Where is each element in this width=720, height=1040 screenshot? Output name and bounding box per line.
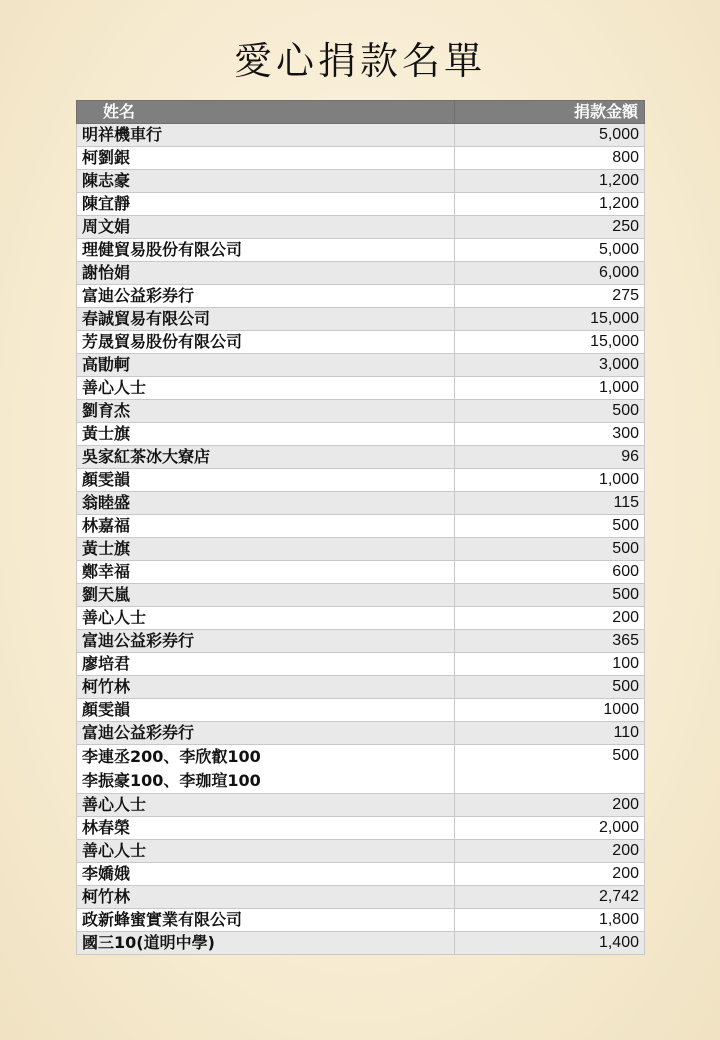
donor-name-cell [77,538,455,561]
donor-name: 黃士旗 [82,539,131,558]
donation-amount: 500 [455,538,645,561]
donation-amount: 1000 [455,699,645,722]
header-name: 姓名 [77,101,455,124]
donor-name-cell [77,584,455,607]
table-row [77,285,645,308]
donation-amount: 3,000 [455,354,645,377]
donation-amount: 96 [455,446,645,469]
donor-name: 柯竹林 [82,887,131,906]
table-row [77,932,645,955]
donor-name-cell [77,653,455,676]
table-row [77,886,645,909]
donation-amount: 1,000 [455,377,645,400]
donor-name-cell [77,377,455,400]
donor-name-cell [77,676,455,699]
table-row [77,561,645,584]
donor-name: 謝怡娟 [82,263,131,282]
donor-name-cell [77,239,455,262]
table-row [77,699,645,722]
donor-name-cell [77,492,455,515]
donor-name-cell [77,722,455,745]
donor-name: 翁睦盛 [82,493,131,512]
donation-amount: 300 [455,423,645,446]
table-row [77,630,645,653]
donor-name: 廖培君 [82,654,131,673]
donation-amount: 200 [455,863,645,886]
donor-name-cell [77,262,455,285]
table-body [77,124,645,955]
donor-name: 政新蜂蜜實業有限公司 [82,910,243,929]
donor-name-cell [77,170,455,193]
donor-name: 春誠貿易有限公司 [82,309,211,328]
donor-name: 富迪公益彩券行 [82,723,195,742]
table-row [77,538,645,561]
donation-amount: 500 [455,676,645,699]
donor-name-line2: 李振豪100、李珈瑄100 [82,771,261,790]
donor-name-cell [77,423,455,446]
table-row [77,817,645,840]
donation-amount: 110 [455,722,645,745]
donor-name: 鄭幸福 [82,562,131,581]
donor-name: 柯竹林 [82,677,131,696]
donor-name: 柯劉銀 [82,148,131,167]
donor-name: 陳宜靜 [82,194,131,213]
donor-name: 劉天嵐 [82,585,131,604]
donor-name-cell [77,840,455,863]
table-row [77,170,645,193]
donation-amount: 15,000 [455,308,645,331]
donor-name-cell [77,886,455,909]
table-row [77,607,645,630]
table-row [77,745,645,794]
donation-amount: 5,000 [455,239,645,262]
table-row [77,492,645,515]
donor-name: 陳志豪 [82,171,131,190]
donor-name: 劉育杰 [82,401,131,420]
table-row [77,354,645,377]
donation-amount: 115 [455,492,645,515]
header-amount: 捐款金額 [455,101,645,124]
table-row [77,653,645,676]
donation-amount: 1,200 [455,170,645,193]
donor-name-cell [77,745,455,794]
donor-name: 李嬌娥 [82,864,131,883]
donor-name-cell [77,469,455,492]
donor-name: 國三10(道明中學) [82,933,215,952]
donor-name: 明祥機車行 [82,125,163,144]
donor-name-cell [77,561,455,584]
donation-table [76,100,645,955]
donor-name-cell [77,354,455,377]
donor-name-cell [77,400,455,423]
table-row [77,446,645,469]
table-row [77,262,645,285]
table-row [77,400,645,423]
table-header-row [77,101,645,124]
donor-name: 吳家紅茶冰大寮店 [82,447,211,466]
donation-amount: 275 [455,285,645,308]
table-row [77,676,645,699]
table-row [77,124,645,147]
table-row [77,331,645,354]
donation-amount: 500 [455,584,645,607]
donation-amount: 1,800 [455,909,645,932]
donor-name: 善心人士 [82,795,147,814]
donor-name-cell [77,124,455,147]
table-row [77,722,645,745]
donor-name: 黃士旗 [82,424,131,443]
donor-name-cell [77,147,455,170]
donation-amount: 2,742 [455,886,645,909]
donor-name: 李連丞200、李欣叡100 [82,747,261,766]
donor-name-cell [77,308,455,331]
donation-amount: 365 [455,630,645,653]
donation-amount: 600 [455,561,645,584]
table-row [77,147,645,170]
table-row [77,308,645,331]
donor-name-cell [77,817,455,840]
donation-amount: 6,000 [455,262,645,285]
donation-amount: 15,000 [455,331,645,354]
donor-name-cell [77,515,455,538]
donation-amount: 500 [455,400,645,423]
donor-name-cell [77,863,455,886]
donation-amount: 800 [455,147,645,170]
donor-name-cell [77,630,455,653]
donor-name-cell [77,607,455,630]
table-row [77,423,645,446]
donation-amount: 5,000 [455,124,645,147]
donation-amount: 200 [455,840,645,863]
donation-amount: 500 [455,745,645,794]
donor-name-cell [77,193,455,216]
donor-name: 顏雯韻 [82,700,131,719]
donor-name-cell [77,699,455,722]
donor-name: 林春榮 [82,818,131,837]
donation-amount: 200 [455,607,645,630]
donation-amount: 200 [455,794,645,817]
donor-name-cell [77,285,455,308]
donation-amount: 250 [455,216,645,239]
table-row [77,216,645,239]
donor-name: 富迪公益彩券行 [82,631,195,650]
table-row [77,239,645,262]
donor-name: 高勖軻 [82,355,131,374]
donation-amount: 1,400 [455,932,645,955]
donor-name: 善心人士 [82,841,147,860]
table-row [77,584,645,607]
donation-amount: 2,000 [455,817,645,840]
donor-name-cell [77,932,455,955]
table-row [77,863,645,886]
table-row [77,840,645,863]
donation-amount: 100 [455,653,645,676]
donation-amount: 1,200 [455,193,645,216]
donor-name-cell [77,331,455,354]
page-title: 愛心捐款名單 [233,39,486,83]
donor-name: 理健貿易股份有限公司 [82,240,243,259]
table-row [77,794,645,817]
table-row [77,515,645,538]
donor-name: 林嘉福 [82,516,131,535]
donation-amount: 500 [455,515,645,538]
donor-name-cell [77,794,455,817]
table-row [77,193,645,216]
donation-amount: 1,000 [455,469,645,492]
donor-name: 富迪公益彩券行 [82,286,195,305]
donor-name: 芳晟貿易股份有限公司 [82,332,243,351]
donor-name-cell [77,909,455,932]
table-row [77,469,645,492]
donor-name: 善心人士 [82,378,147,397]
donor-name-cell [77,216,455,239]
donor-name: 顏雯韻 [82,470,131,489]
table-row [77,377,645,400]
donor-name: 周文娟 [82,217,131,236]
table-row [77,909,645,932]
donor-name-cell [77,446,455,469]
donor-name: 善心人士 [82,608,147,627]
